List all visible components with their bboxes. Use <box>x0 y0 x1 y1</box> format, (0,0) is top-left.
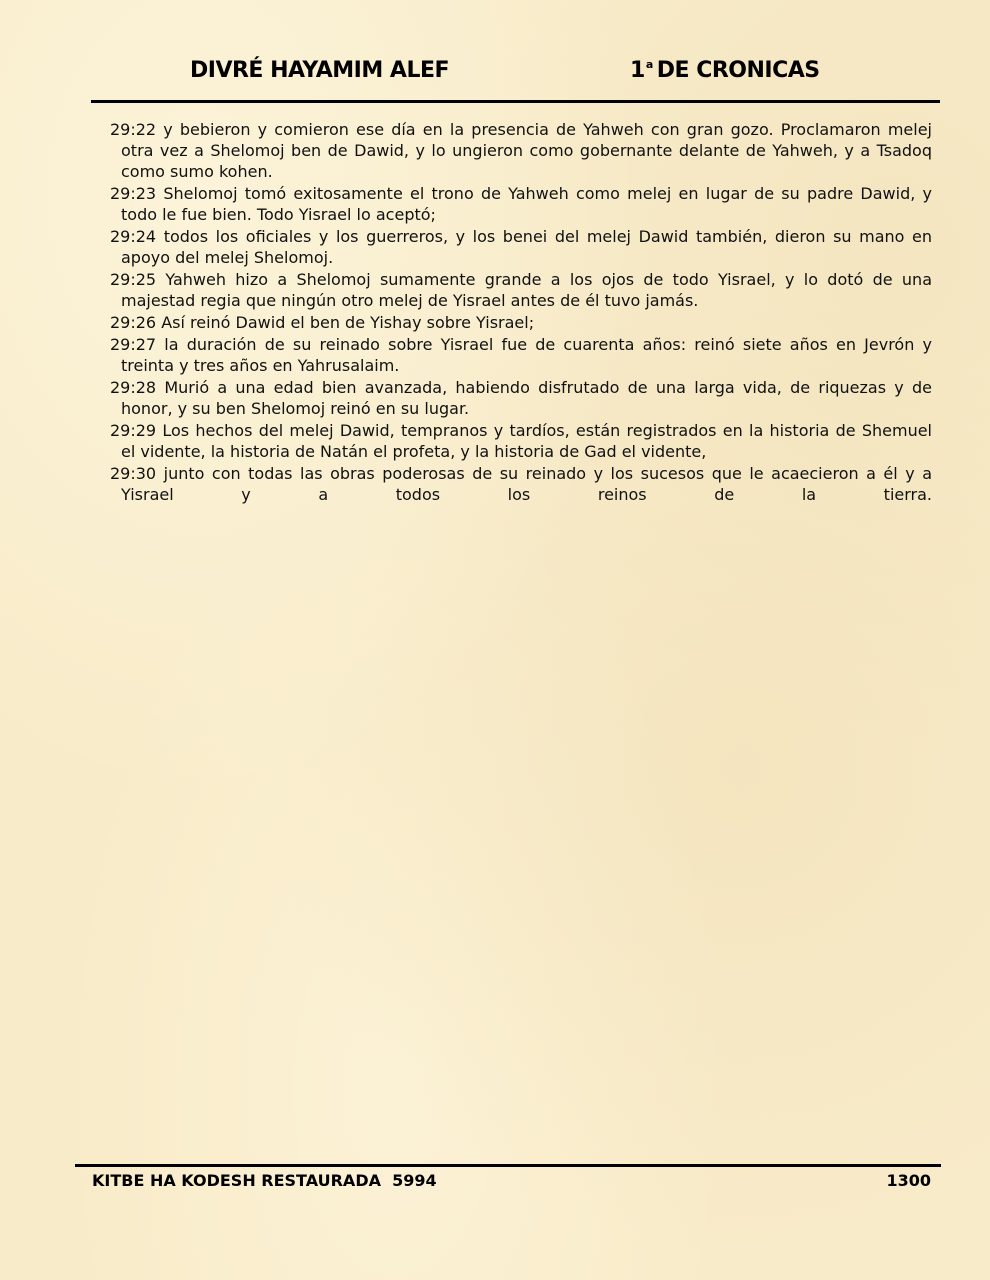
verse-ref: 29:24 <box>110 227 157 246</box>
page-header <box>0 58 990 92</box>
verse-list <box>110 119 932 506</box>
verse-29-28 <box>110 377 932 419</box>
verse-text: Shelomoj tomó exitosamente el trono de Yahweh como melej en lugar de su padre Dawid, y todo le fue bien. Todo Yisrael lo aceptó; <box>121 184 932 224</box>
verse-ref: 29:29 <box>110 421 157 440</box>
verse-ref: 29:27 <box>110 335 157 354</box>
verse-ref: 29:28 <box>110 378 157 397</box>
page-number: 1300 <box>886 1171 931 1190</box>
verse-29-30 <box>110 463 932 505</box>
verse-ref: 29:30 <box>110 464 157 483</box>
verse-29-22 <box>110 119 932 182</box>
verse-text: Así reinó Dawid el ben de Yishay sobre Yisrael; <box>161 313 535 332</box>
verse-ref: 29:25 <box>110 270 157 289</box>
verse-29-26 <box>110 312 932 333</box>
verse-text: y bebieron y comieron ese día en la presencia de Yahweh con gran gozo. Proclamaron melej otra vez a Shelomoj ben de Dawid, y lo ungieron como gobernante delante de Yahweh, y a Tsadoq como sumo kohen. <box>121 120 932 181</box>
verse-ref: 29:22 <box>110 120 157 139</box>
verse-29-23 <box>110 183 932 225</box>
verse-text: la duración de su reinado sobre Yisrael fue de cuarenta años: reinó siete años en Jevrón y treinta y tres años en Yahrusalaim. <box>121 335 932 375</box>
spanish-book-title <box>630 58 820 83</box>
verse-text: Los hechos del melej Dawid, tempranos y tardíos, están registrados en la historia de Shemuel el vidente, la historia de Natán el profeta, y la historia de Gad el vidente, <box>121 421 932 461</box>
header-divider <box>91 100 940 103</box>
verse-29-24 <box>110 226 932 268</box>
title-number: 1 <box>630 58 645 83</box>
verse-29-25 <box>110 269 932 311</box>
verse-ref: 29:23 <box>110 184 157 203</box>
title-ordinal: a <box>645 58 653 71</box>
title-rest: DE CRONICAS <box>656 58 820 83</box>
book-title: DIVRÉ HAYAMIM ALEF <box>190 58 450 83</box>
verse-text: todos los oficiales y los guerreros, y los benei del melej Dawid también, dieron su mano en apoyo del melej Shelomoj. <box>121 227 933 267</box>
footer-divider <box>75 1164 941 1167</box>
verse-ref: 29:26 <box>110 313 157 332</box>
verse-29-29 <box>110 420 932 462</box>
verse-text: Yahweh hizo a Shelomoj sumamente grande a los ojos de todo Yisrael, y lo dotó de una majestad regia que ningún otro melej de Yisrael antes de él tuvo jamás. <box>121 270 932 310</box>
edition-label: KITBE HA KODESH RESTAURADA 5994 <box>92 1171 437 1190</box>
verse-text: Murió a una edad bien avanzada, habiendo disfrutado de una larga vida, de riquezas y de honor, y su ben Shelomoj reinó en su lugar. <box>121 378 932 418</box>
verse-29-27 <box>110 334 932 376</box>
verse-text: junto con todas las obras poderosas de su reinado y los sucesos que le acaecieron a él y a Yisrael y a todos los reinos de la tierra. <box>121 464 932 504</box>
